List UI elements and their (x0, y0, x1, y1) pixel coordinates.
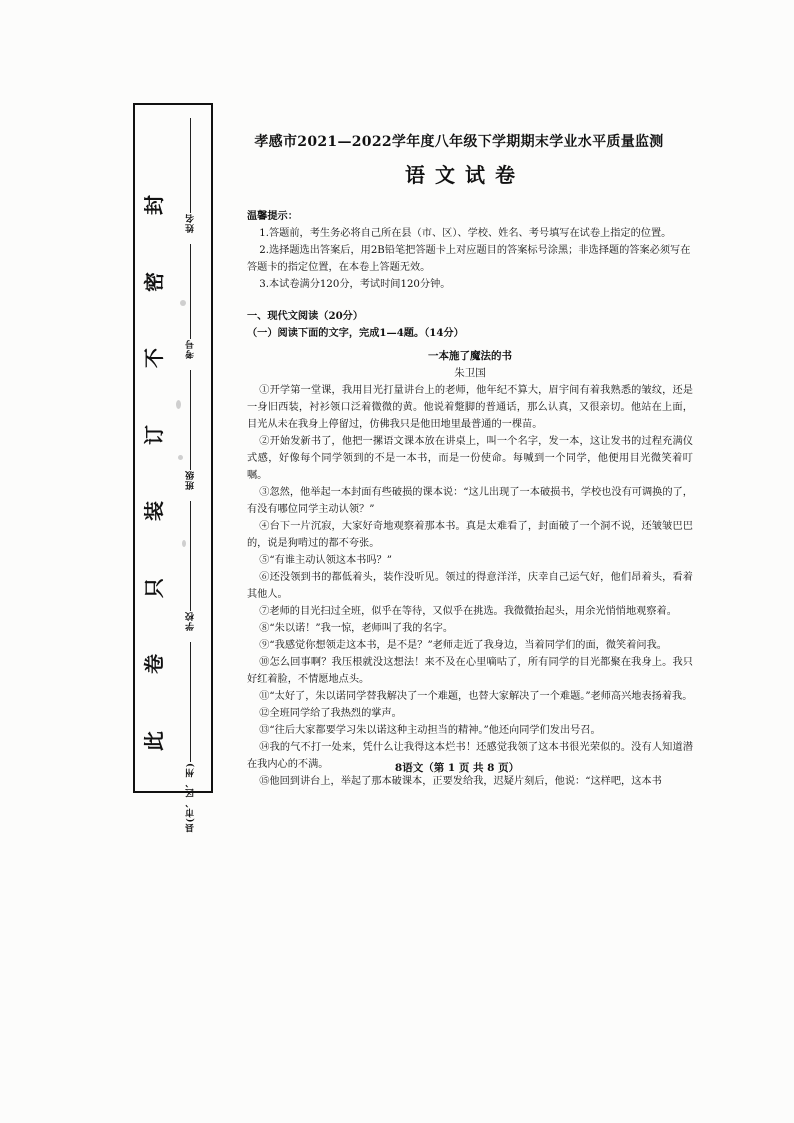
notice-heading: 温馨提示： (247, 210, 298, 222)
field-label: 学校 (185, 611, 196, 631)
exam-title: 孝感市2021—2022学年度八年级下学期期末学业水平质量监测 (254, 134, 664, 150)
fill-in-line[interactable] (190, 244, 191, 339)
field-label: 姓名 (185, 213, 196, 233)
fill-in-line[interactable] (190, 370, 191, 470)
scan-speck (176, 400, 181, 409)
subsection-heading: （一）阅读下面的文字，完成1—4题。（14分） (247, 327, 464, 339)
field-label: 县(市、区、州) (185, 762, 196, 833)
seal-char: 此 (142, 730, 166, 751)
scan-speck (178, 455, 183, 460)
seal-char: 不 (142, 348, 166, 369)
article-paragraph: ⑦老师的目光扫过全班，似乎在等待，又似乎在挑选。我微微抬起头，用余光悄悄地观察着。 (259, 606, 677, 617)
article-title: 一本施了魔法的书 (428, 350, 512, 362)
seal-char: 装 (142, 501, 166, 522)
field-label: 考号 (185, 339, 196, 359)
article-paragraph: ⑭我的气不打一处来，凭什么让我得这本烂书！还感觉我领了这本书很光荣似的。没有人知道潜在我内心的不满。 (247, 742, 693, 770)
seal-char: 订 (142, 424, 166, 445)
info-field[interactable] (184, 367, 197, 490)
scan-speck (182, 540, 186, 547)
article-paragraph: ⑫全班同学给了我热烈的掌声。 (259, 708, 402, 719)
fill-in-line[interactable] (190, 642, 191, 762)
article-paragraph: ⑧“朱以诺！”我一惊，老师叫了我的名字。 (259, 623, 454, 634)
info-field[interactable] (184, 115, 197, 233)
seal-char: 密 (142, 271, 166, 292)
article-paragraph: ①开学第一堂课，我用目光打量讲台上的老师，他年纪不算大，眉宇间有着我熟悉的皱纹，还是一身旧西装，衬衫领口泛着微微的黄。他说着蹩脚的普通话，那么认真，又很亲切。他站在上面，目光从未在我身上停留过，仿佛我只是他田地里最普通的一棵苗。 (247, 385, 693, 430)
article-paragraph: ⑥还没领到书的都低着头，装作没听见。领过的得意洋洋，庆幸自己运气好，他们昂着头，看着其他人。 (247, 572, 693, 600)
field-label: 班级 (185, 470, 196, 490)
article-body (247, 382, 693, 790)
article-paragraph: ③忽然，他举起一本封面有些破损的课本说：“这儿出现了一本破损书，学校也没有可调换的了，有没有哪位同学主动认领？” (247, 487, 693, 515)
notice-item: 3.本试卷满分120分，考试时间120分钟。 (259, 279, 451, 290)
seal-char: 卷 (142, 654, 166, 675)
exam-content (247, 132, 693, 790)
binding-margin (133, 103, 213, 833)
subject-title: 语文试卷 (405, 163, 525, 187)
seal-char: 封 (142, 195, 166, 215)
fill-in-line[interactable] (190, 118, 191, 213)
article-paragraph: ⑤“有谁主动认领这本书吗？” (259, 555, 392, 566)
article-paragraph: ⑬“往后大家都要学习朱以诺这种主动担当的精神。”他还向同学们发出号召。 (259, 725, 601, 736)
article-paragraph: ⑪“太好了，朱以诺同学替我解决了一个难题，也替大家解决了一个难题。”老师高兴地表扬着我。 (259, 691, 693, 702)
article-paragraph: ④台下一片沉寂，大家好奇地观察着那本书。真是太难看了，封面破了一个洞不说，还皱皱巴巴的，说是狗啃过的都不夸张。 (247, 521, 693, 549)
seal-char: 只 (142, 577, 166, 598)
page-footer (0, 760, 794, 775)
seal-text-column (139, 105, 169, 791)
footer-code: 8语文 (394, 762, 424, 774)
article-paragraph: ②开始发新书了，他把一摞语文课本放在讲桌上，叫一个名字，发一本，这让发书的过程充满仪式感，好像每个同学领到的不是一本书，而是一份使命。每喊到一个同学，他便用目光微笑着叮嘱。 (247, 436, 693, 481)
article-paragraph: ⑩怎么回事啊？我压根就没这想法！来不及在心里嘀咕了，所有同学的目光都聚在我身上。我只好红着脸，不情愿地点头。 (247, 657, 693, 685)
student-info-column (175, 105, 205, 833)
section-heading: 一、现代文阅读（20分） (247, 310, 364, 322)
notice-item: 2.选择题选出答案后，用2B铅笔把答题卡上对应题目的答案标号涂黑；非选择题的答案必须写在答题卡的指定位置，在本卷上答题无效。 (247, 245, 691, 273)
article-paragraph: ⑮他回到讲台上，举起了那本破课本，正要发给我，迟疑片刻后，他说：“这样吧，这本书 (259, 776, 662, 787)
footer-page-number: （第 1 页 共 8 页） (423, 762, 520, 774)
article-author: 朱卫国 (454, 367, 486, 379)
article-paragraph: ⑨“我感觉你想领走这本书，是不是？”老师走近了我身边，当着同学们的面，微笑着问我。 (259, 640, 667, 651)
info-field[interactable] (184, 639, 197, 833)
scan-speck (180, 300, 186, 306)
info-field[interactable] (184, 498, 197, 631)
fill-in-line[interactable] (190, 501, 191, 611)
notice-item: 1.答题前，考生务必将自己所在县（市、区）、学校、姓名、考号填写在试卷上指定的位置。 (259, 228, 672, 239)
info-field[interactable] (184, 241, 197, 359)
